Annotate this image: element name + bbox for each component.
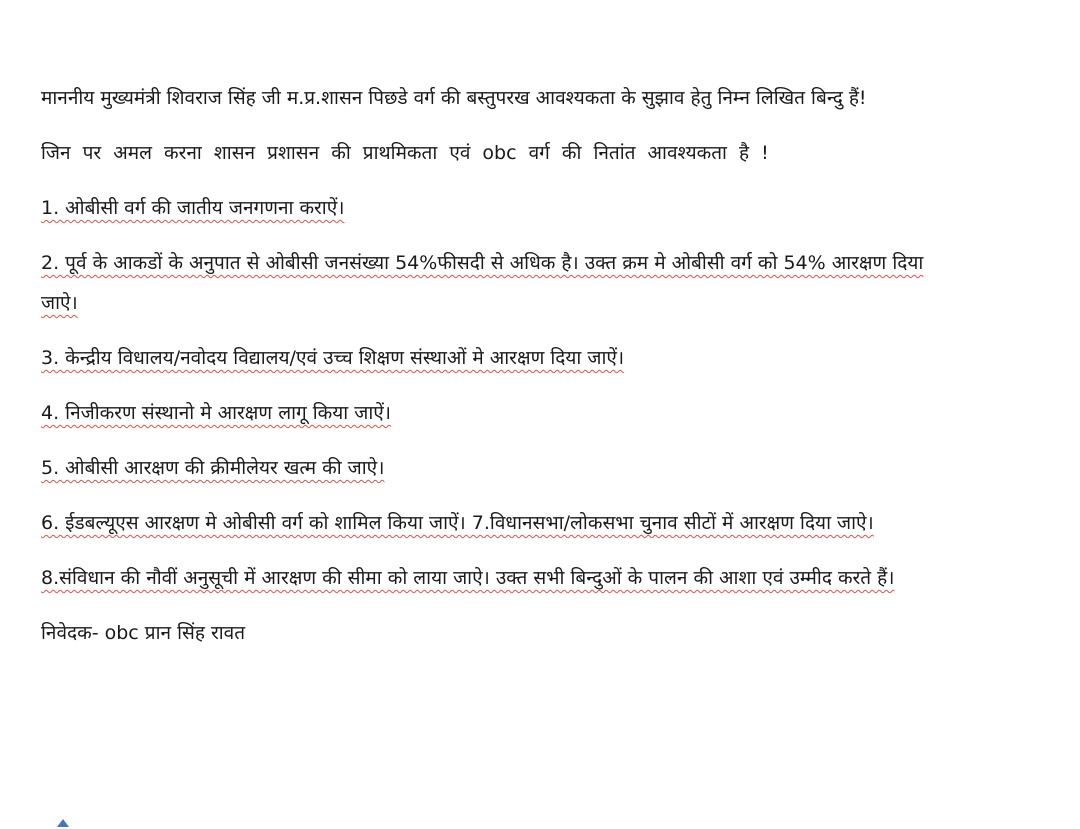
intro-paragraph: माननीय मुख्यमंत्री शिवराज सिंह जी म.प्र.शासन पिछडे वर्ग की बस्तुपरख आवश्यकता के सुझाव हेतु निम्न लिखित बिन्दु हैं! bbox=[41, 87, 867, 109]
point-2: 2. पूर्व के आकडों के अनुपात से ओबीसी जनसंख्या 54%फीसदी से अधिक है। उक्त क्रम मे ओबीसी वर्ग को 54% आरक्षण दिया जाऐ। bbox=[41, 252, 924, 314]
priority-paragraph: जिन पर अमल करना शासन प्रशासन की प्राथमिकता एवं obc वर्ग की नितांत आवश्यकता है ! bbox=[41, 142, 769, 164]
point-1: 1. ओबीसी वर्ग की जातीय जनगणना कराऐं। bbox=[41, 197, 345, 219]
signature-line: निवेदक- obc प्रान सिंह रावत bbox=[41, 622, 246, 644]
point-8: 8.संविधान की नौवीं अनुसूची में आरक्षण की सीमा को लाया जाऐ। उक्त सभी बिन्दुओं के पालन की आशा एवं उम्मीद करते हैं। bbox=[41, 567, 895, 589]
triangle-anchor-icon[interactable] bbox=[57, 819, 69, 827]
point-5: 5. ओबीसी आरक्षण की क्रीमीलेयर खत्म की जाऐ। bbox=[41, 457, 385, 479]
point-4: 4. निजीकरण संस्थानो मे आरक्षण लागू किया जाऐं। bbox=[41, 402, 391, 424]
point-3: 3. केन्द्रीय विधालय/नवोदय विद्यालय/एवं उच्च शिक्षण संस्थाओं मे आरक्षण दिया जाऐं। bbox=[41, 347, 625, 369]
point-6-7: 6. ईडबल्यूएस आरक्षण मे ओबीसी वर्ग को शामिल किया जाऐं। 7.विधानसभा/लोकसभा चुनाव सीटों में आरक्षण दिया जाऐ। bbox=[41, 512, 874, 534]
document-body[interactable] bbox=[41, 78, 961, 668]
